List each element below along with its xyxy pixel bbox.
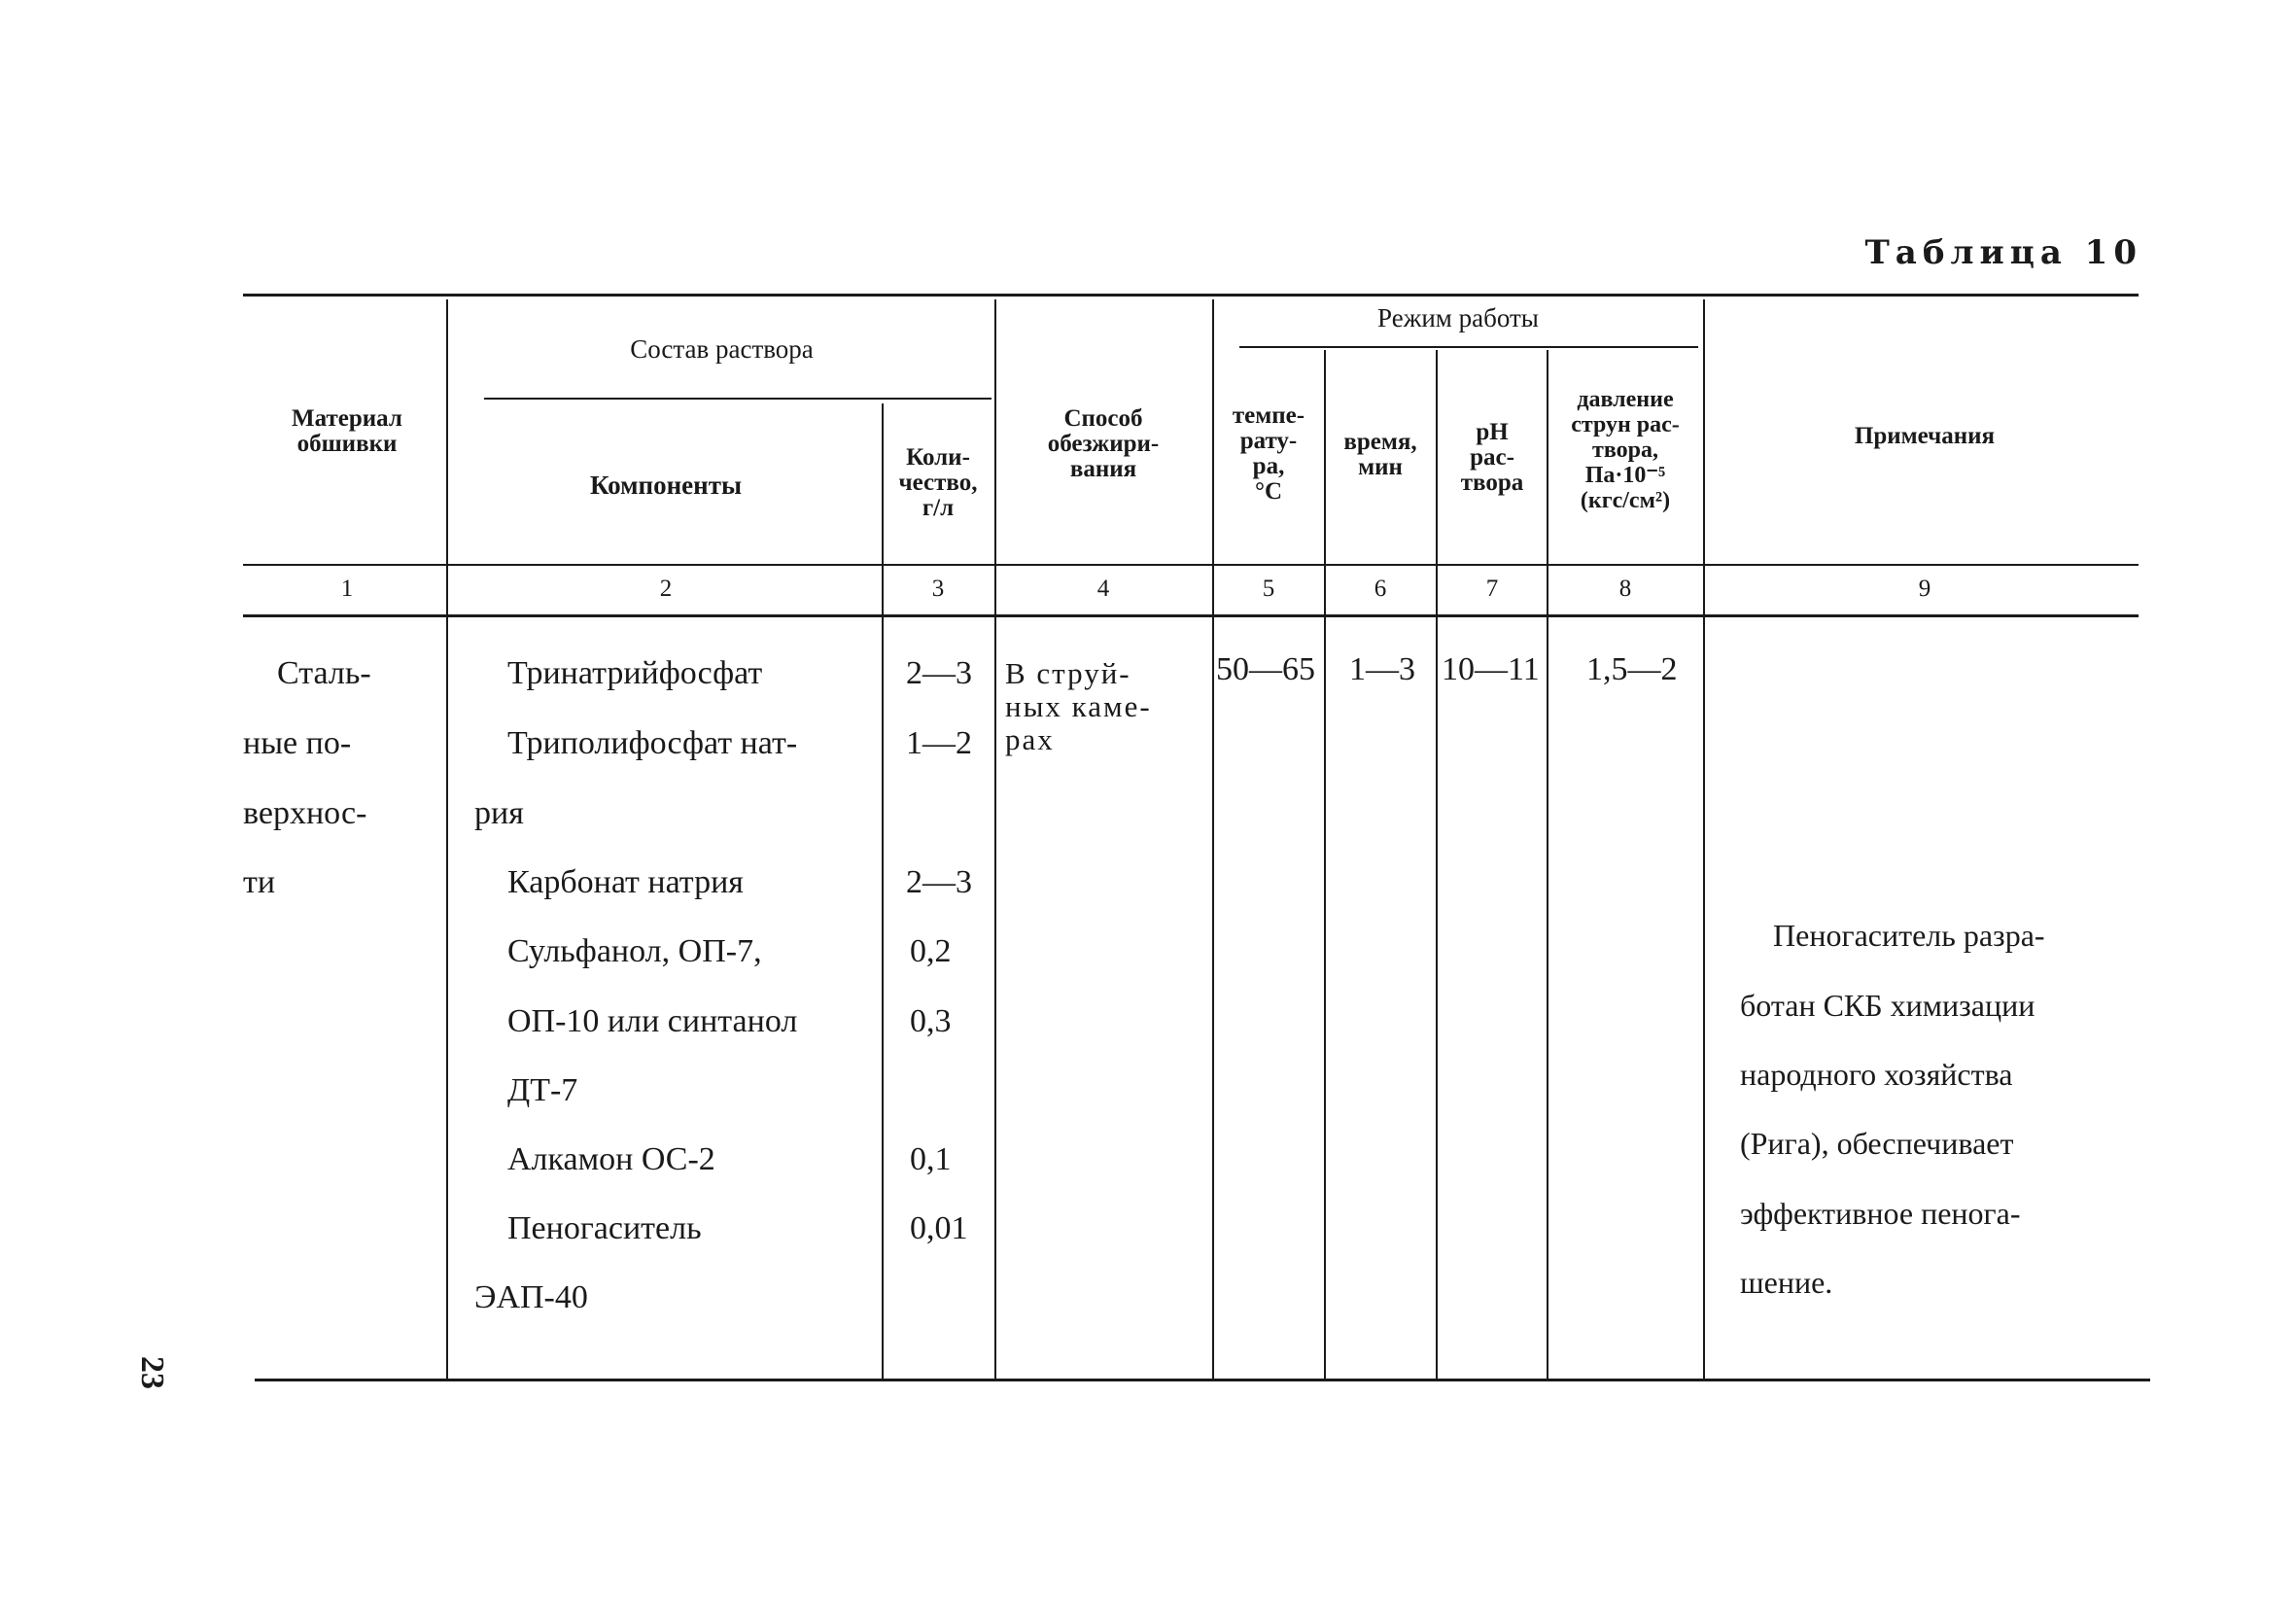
col-divider-8	[1703, 299, 1705, 1380]
component-line: рия	[474, 795, 524, 831]
notes-line: шение.	[1740, 1265, 1833, 1300]
component-line: ЭАП-40	[474, 1279, 588, 1315]
header-notes: Примечания	[1854, 423, 1996, 449]
header-bottom-rule	[243, 564, 2139, 566]
col-number-7: 7	[1485, 576, 1499, 602]
quantity-value: 0,01	[910, 1210, 968, 1246]
temperature-value: 50—65	[1216, 651, 1315, 687]
quantity-value: 2—3	[906, 864, 972, 900]
group-solution-rule	[484, 398, 991, 400]
header-components: Компоненты	[589, 471, 743, 500]
quantity-value: 0,2	[910, 933, 952, 969]
notes-line: (Рига), обеспечивает	[1740, 1126, 2014, 1161]
notes-line: ботан СКБ химизации	[1740, 988, 2035, 1023]
header-time: время, мин	[1343, 429, 1417, 480]
time-value: 1—3	[1349, 651, 1415, 687]
component-line: Карбонат натрия	[507, 864, 744, 900]
col-number-5: 5	[1262, 576, 1275, 602]
header-ph: pH рас- твора	[1460, 419, 1524, 496]
col-number-9: 9	[1918, 576, 1931, 602]
group-mode-rule	[1239, 346, 1698, 348]
notes-line: Пеногаситель разра-	[1773, 918, 2045, 953]
numbers-bottom-rule	[243, 614, 2139, 617]
page-number: 23	[134, 1356, 170, 1389]
header-pressure: давление струн рас- твора, Па·10⁻⁵ (кгс/см²)	[1571, 387, 1680, 513]
table-bottom-rule	[255, 1379, 2150, 1381]
quantity-value: 0,3	[910, 1003, 952, 1039]
quantity-value: 2—3	[906, 655, 972, 691]
component-line: ДТ-7	[507, 1072, 578, 1108]
col-number-3: 3	[931, 576, 945, 602]
col-divider-4	[1212, 299, 1214, 1380]
col-divider-1	[446, 299, 448, 1380]
quantity-value: 0,1	[910, 1141, 952, 1177]
col-divider-6	[1436, 350, 1438, 1380]
header-method: Способ обезжири- вания	[1047, 405, 1160, 482]
col-divider-5	[1324, 350, 1326, 1380]
component-line: Тринатрийфосфат	[507, 655, 763, 691]
material-line: Сталь-	[277, 655, 371, 691]
ph-value: 10—11	[1442, 651, 1540, 687]
header-quantity: Коли- чество, г/л	[898, 444, 978, 521]
notes-line: эффективное пеногa-	[1740, 1196, 2021, 1231]
component-line: Алкамон ОС-2	[507, 1141, 715, 1177]
header-solution-group: Состав раствора	[630, 334, 814, 364]
table-top-rule	[243, 294, 2139, 297]
header-mode-group: Режим работы	[1377, 303, 1539, 332]
material-line: ные по-	[243, 725, 352, 761]
col-divider-2	[882, 403, 884, 1380]
component-line: Пеногаситель	[507, 1210, 702, 1246]
col-divider-3	[994, 299, 996, 1380]
pressure-value: 1,5—2	[1586, 651, 1678, 687]
col-number-8: 8	[1618, 576, 1632, 602]
header-temperature: темпе- рату- ра, °С	[1232, 402, 1305, 505]
col-number-4: 4	[1096, 576, 1110, 602]
col-number-6: 6	[1374, 576, 1387, 602]
quantity-value: 1—2	[906, 725, 972, 761]
header-material: Материал обшивки	[292, 405, 402, 457]
col-number-2: 2	[659, 576, 673, 602]
notes-line: народного хозяйства	[1740, 1057, 2013, 1092]
method-cell: В струй- ных каме- рах	[1005, 656, 1152, 756]
table-title: Таблица 10	[1864, 233, 2142, 272]
component-line: Сульфанол, ОП-7,	[507, 933, 762, 969]
material-line: ти	[243, 864, 276, 900]
component-line: Триполифосфат нат-	[507, 725, 798, 761]
material-line: верхнос-	[243, 795, 367, 831]
component-line: ОП-10 или синтанол	[507, 1003, 798, 1039]
col-number-1: 1	[340, 576, 354, 602]
